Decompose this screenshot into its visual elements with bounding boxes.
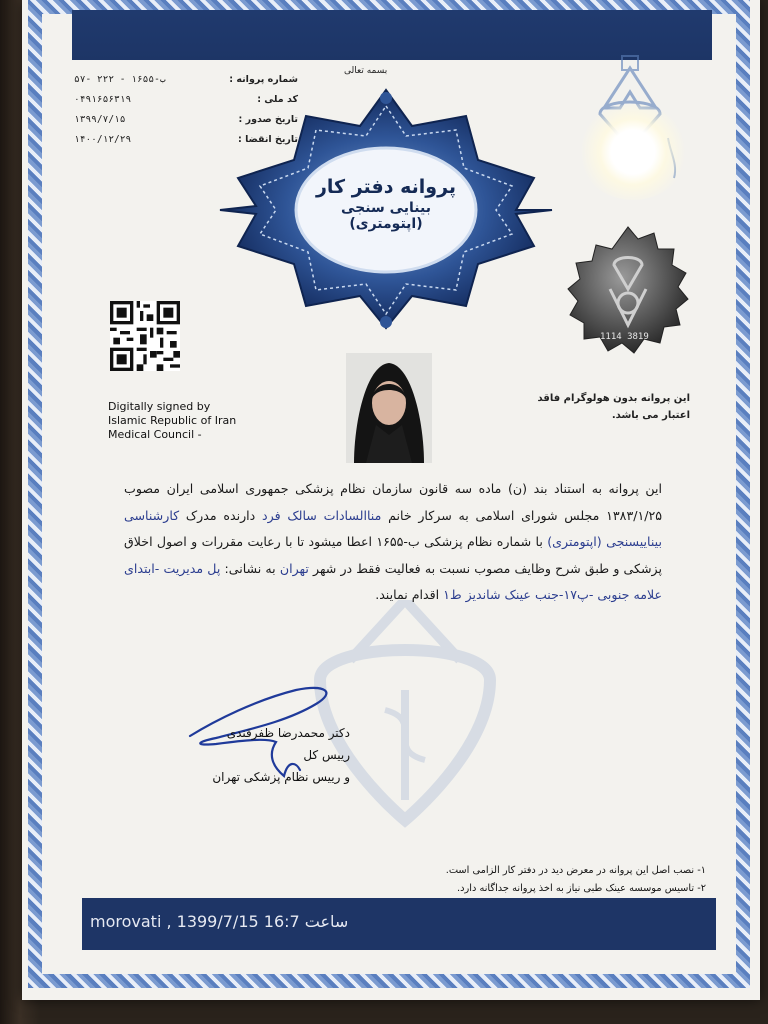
holder-name: مناالسادات سالک فرد [262, 507, 382, 523]
signatory-role-1: رییس کل [303, 748, 350, 762]
digital-signature-note [108, 400, 236, 442]
note-2: ۲- تاسیس موسسه عینک طبی نیاز به اخذ پروانه جداگانه دارد. [457, 883, 706, 894]
title-line-1: پروانه دفتر کار [315, 176, 457, 198]
digital-signature-line-2: Islamic Republic of Iran [108, 414, 237, 427]
hologram-number: 1114 3819 [600, 332, 649, 342]
expiry-date-label: تاریخ انقضا : [237, 134, 298, 145]
license-number-label: شماره پروانه : [229, 74, 298, 85]
digital-signature-line-3: Medical Council - [108, 428, 202, 441]
basmala-text: بسمه تعالی [344, 66, 388, 76]
signatory-name: دکتر محمدرضا ظفرقندی [226, 726, 350, 740]
hologram-note-line-2: اعتبار می باشد. [611, 410, 690, 421]
license-notes [394, 862, 706, 898]
holder-photo [346, 353, 432, 463]
body-part-5: اقدام نمایند. [375, 587, 444, 603]
license-body-text [124, 476, 662, 609]
bottom-banner [82, 898, 716, 950]
license-number-value: ۵۷- ب-۱۶۵۵ - ۲۲۲ [74, 74, 166, 85]
holder-degree: کارشناسی بیناییسنجی (اپتومتری) [124, 507, 662, 550]
practice-city: تهران [279, 560, 309, 576]
title-line-2: بینایی سنجی [341, 200, 431, 216]
body-part-4: به نشانی: [220, 560, 280, 576]
license-title [298, 152, 474, 272]
hologram-note-line-1: این پروانه بدون هولوگرام فاقد [537, 393, 690, 404]
national-id-value: ۰۴۹۱۶۵۶۳۱۹ [74, 94, 132, 105]
body-part-3: با شماره نظام پزشکی ب-۱۶۵۵ اعطا میشود تا با رعایت مقررات و اصول اخلاق پزشکی و طبق شرح وظایف مصوب نسبت به فعالیت فقط در شهر [124, 534, 663, 576]
body-part-2: دارنده مدرک [179, 507, 263, 523]
body-part-1: این پروانه به استناد بند (ن) ماده سه قانون سازمان نظام پزشکی جمهوری اسلامی ایران مصوب ۱۳۸۳/۱/۲۵ مجلس شورای اسلامی به سرکار خانم [124, 481, 662, 523]
title-line-3: (اپتومتری) [349, 216, 423, 232]
signatory-block [180, 722, 350, 788]
national-id-label: کد ملی : [257, 94, 298, 105]
qr-code [110, 301, 180, 371]
issue-date-value: ۱۳۹۹/۷/۱۵ [74, 114, 126, 125]
print-stamp: morovati , 1399/7/15 16:7 ساعت [90, 912, 349, 931]
camera-glare [578, 104, 688, 200]
signatory-role-2: و رییس نظام پزشکی تهران [212, 770, 350, 784]
portrait-image [346, 353, 432, 463]
practice-address: پل مدیریت -ابتدای علامه جنوبی -پ۱۷-جنب عینک شاندیز ط۱ [124, 560, 662, 603]
hologram-note [520, 390, 690, 424]
digital-signature-line-1: Digitally signed by [108, 400, 211, 413]
note-1: ۱- نصب اصل این پروانه در معرض دید در دفتر کار الزامی است. [445, 865, 706, 876]
issue-date-label: تاریخ صدور : [238, 114, 298, 125]
expiry-date-value: ۱۴۰۰/۱۲/۲۹ [74, 134, 132, 145]
